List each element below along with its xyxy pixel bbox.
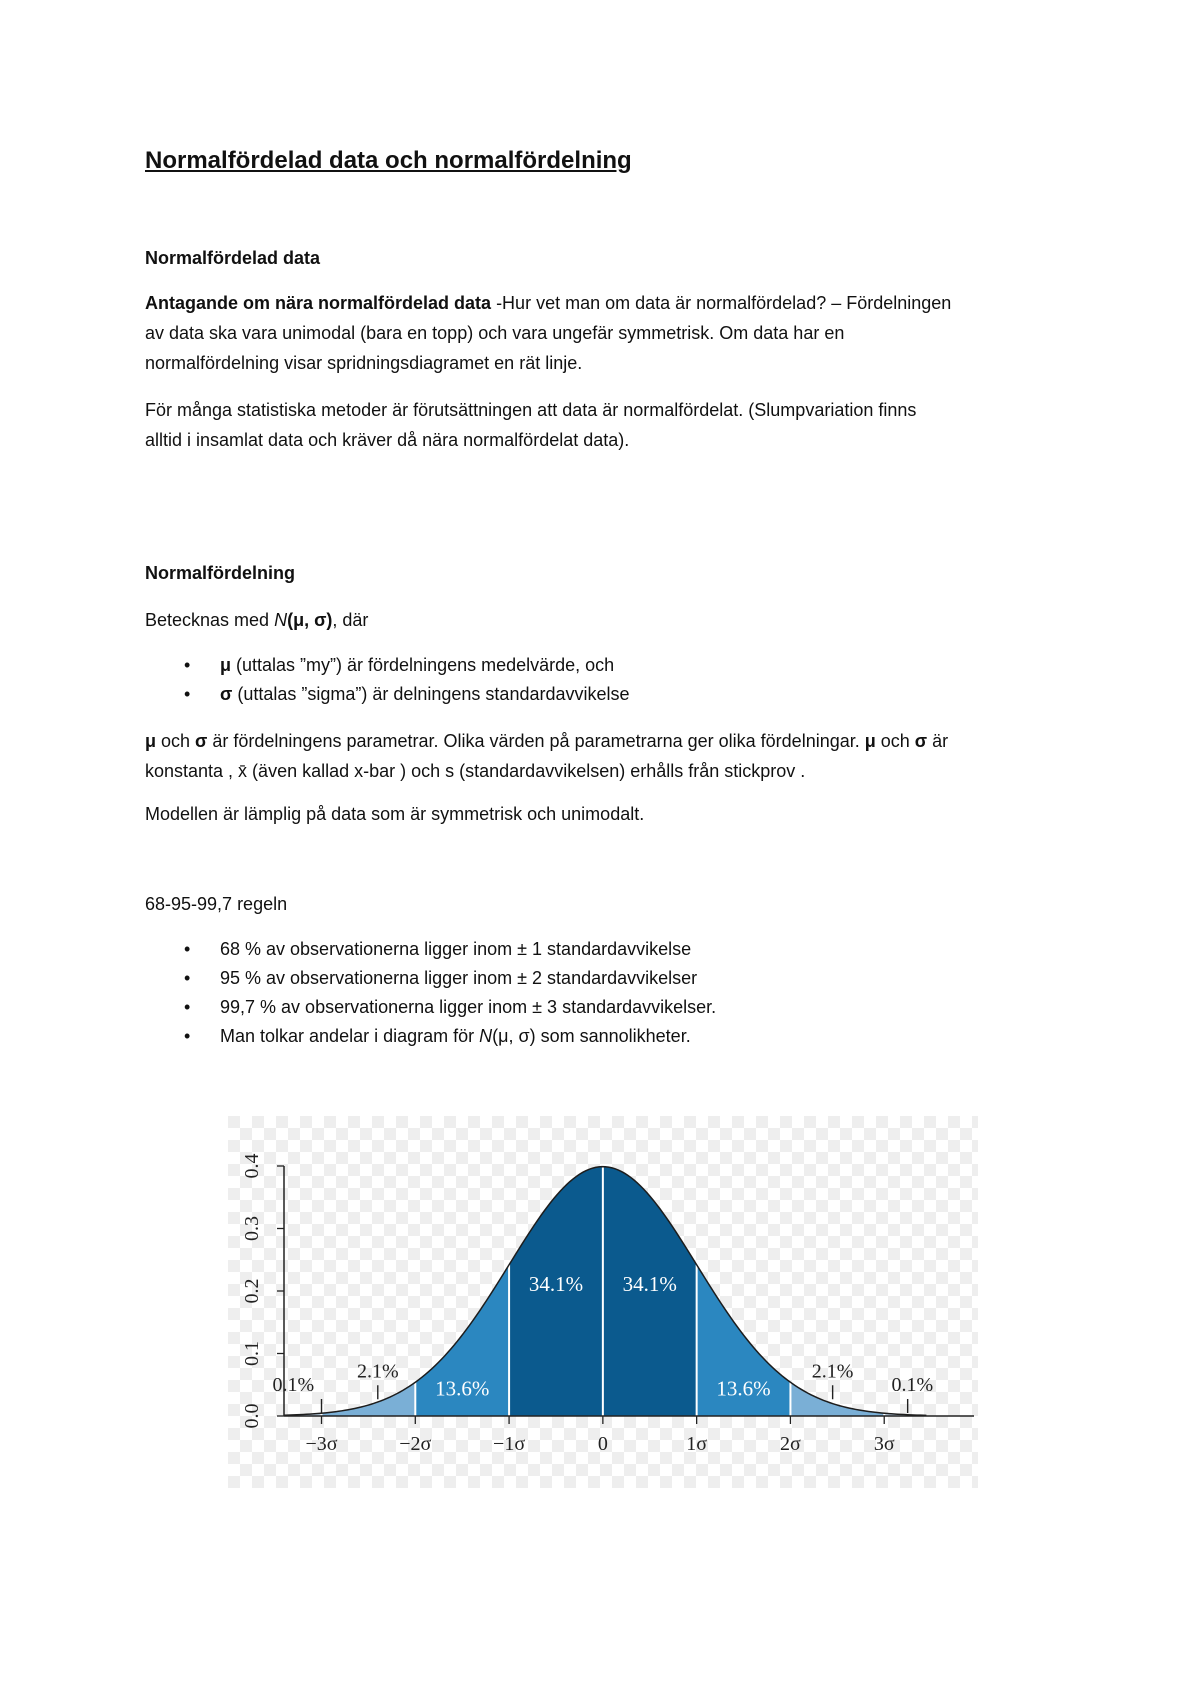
param-text-d: är: [927, 731, 949, 751]
list-item: • 99,7 % av observationerna ligger inom ± 3 standardavvikelser.: [145, 993, 716, 1022]
last-prefix: Man tolkar andelar i diagram för: [220, 1026, 480, 1046]
sigma-symbol: σ: [195, 731, 208, 751]
list-item: [145, 651, 630, 680]
x-tick-label: −2σ: [399, 1433, 432, 1455]
y-tick-label: 0.1: [241, 1341, 263, 1366]
denoted-prefix: Betecknas med: [145, 610, 275, 630]
parameters-paragraph: [145, 726, 1065, 786]
y-tick-label: 0.3: [241, 1216, 263, 1241]
mu-description: (uttalas ”my”) är fördelningens medelvärde, och: [231, 655, 615, 675]
denoted-suffix: , där: [332, 610, 369, 630]
region-label: 0.1%: [891, 1374, 934, 1396]
assumption-paragraph: [145, 288, 1065, 378]
region-label: 0.1%: [272, 1374, 315, 1396]
rule-heading: 68-95-99,7 regeln: [145, 894, 288, 914]
list-item: • 95 % av observationerna ligger inom ± 2 standardavvikelser: [145, 964, 716, 993]
region-label: 34.1%: [622, 1272, 677, 1296]
methods-text-2: alltid i insamlat data och kräver då nära normalfördelat data).: [145, 430, 630, 450]
assumption-text-1: -Hur vet man om data är normalfördelad? – Fördelningen: [491, 293, 952, 313]
x-tick-label: −1σ: [493, 1433, 526, 1455]
mu-symbol: μ: [864, 731, 876, 751]
region-label: 2.1%: [811, 1360, 854, 1383]
rule-bullet-list: [145, 935, 716, 1051]
param-text-b: är fördelningens parametrar. Olika värden på parametrarna ger olika fördelningar.: [207, 731, 865, 751]
assumption-text-2: av data ska vara unimodal (bara en topp) och vara ungefär symmetrisk. Om data har en: [145, 323, 845, 343]
parameter-bullet-list: [145, 651, 630, 709]
model-sentence: Modellen är lämplig på data som är symmetrisk och unimodalt.: [145, 804, 645, 824]
denoted-line: [145, 610, 368, 631]
region-label: 34.1%: [528, 1272, 584, 1296]
document-title: Normalfördelad data och normalfördelning: [145, 147, 632, 174]
sigma-description: (uttalas ”sigma”) är delningens standardavvikelse: [232, 684, 630, 704]
mu-symbol: μ: [145, 731, 157, 751]
assumption-bold: Antagande om nära normalfördelad data: [145, 293, 492, 313]
region-label: 2.1%: [356, 1360, 399, 1383]
x-tick-label: −3σ: [305, 1433, 338, 1455]
x-tick-label: 0: [597, 1433, 608, 1455]
sigma-symbol: σ: [220, 684, 233, 704]
region-label: 13.6%: [435, 1376, 490, 1401]
x-tick-label: 3σ: [873, 1433, 895, 1455]
last-suffix: som sannolikheter.: [535, 1026, 691, 1046]
methods-paragraph: [145, 395, 1065, 455]
param-text-a: och: [156, 731, 196, 751]
param-text-c: och: [875, 731, 915, 751]
x-tick-label: 1σ: [686, 1433, 708, 1455]
y-tick-label: 0.0: [241, 1403, 263, 1429]
list-item: [145, 680, 630, 709]
last-n: N: [479, 1026, 493, 1046]
region-label: 13.6%: [716, 1376, 771, 1401]
methods-text-1: För många statistiska metoder är förutsättningen att data är normalfördelat. (Slumpvariation finns: [145, 400, 917, 420]
mu-symbol: μ: [220, 655, 232, 675]
sigma-symbol: σ: [914, 731, 928, 751]
denoted-n: N: [274, 610, 288, 630]
normal-distribution-chart: [228, 1116, 978, 1488]
section-heading-normalfordelad-data: Normalfördelad data: [145, 248, 321, 268]
y-tick-label: 0.4: [241, 1153, 263, 1179]
last-args: (μ, σ): [492, 1026, 536, 1046]
y-tick-label: 0.2: [241, 1278, 263, 1304]
list-item: • 68 % av observationerna ligger inom ± 1 standardavvikelse: [145, 935, 716, 964]
denoted-args: (μ, σ): [287, 610, 333, 630]
x-tick-label: 2σ: [780, 1433, 801, 1455]
param-text-line2: konstanta , x̄ (även kallad x-bar ) och s (standardavvikelsen) erhålls från stickprov .: [145, 761, 806, 781]
section-heading-normalfordelning: Normalfördelning: [145, 563, 296, 583]
list-item: [145, 1022, 716, 1051]
assumption-text-3: normalfördelning visar spridningsdiagramet en rät linje.: [145, 353, 583, 373]
chart-svg: [228, 1116, 978, 1488]
